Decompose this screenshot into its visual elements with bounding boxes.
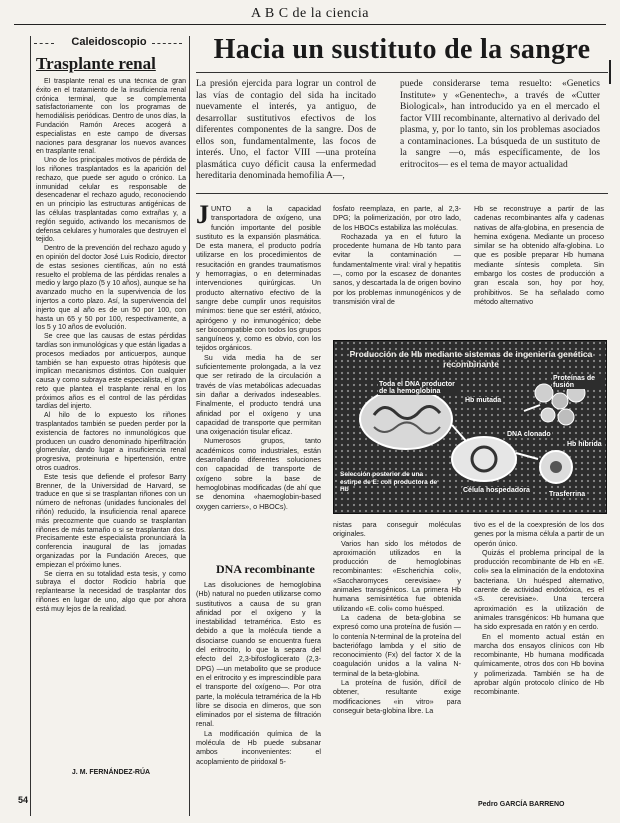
sidebar-paragraph: Se cierra en su totalidad esta tesis, y como subraya el doctor Rodicio habría que replantearse la necesidad de trasplantar dos riñones en lugar de uno, algo que por ahora está muy lejos de la realidad. — [36, 570, 186, 613]
illustration-label: Toda el DNA productor de la hemoglobina — [378, 381, 460, 395]
body-paragraph: tivo es el de la coexpresión de los dos genes por la misma célula a partir de un operón único. — [474, 520, 604, 548]
body-paragraph: La cadena de beta-globina se expresó como una proteína de fusión —lo contenía N-terminal de la proteína del bacteriófago lambda y el sitio de reconocimiento (Fx) del factor X de la coagulación unidos a la valina N-terminal de la beta-globina. — [333, 612, 461, 678]
body-paragraph-text: UNTO a la capacidad transportadora de oxígeno, una función importante del posible sustituto es la expansión plasmática. De esta manera, el producto podría utilizarse en los procedimientos de resucitación en grandes traumatismos y hemorragias, o en determinadas intervenciones quirúrgicas. Un producto alternativo efectivo de la sangre debe cumplir unos requisitos mínimos: tiene que ser estéril, atóxico, apirógeno y no inmunogénico; debe ser biocompatible con todos los grupos sanguíneos y, como es obvio, con los tejidos orgánicos. — [196, 204, 321, 353]
sidebar-author: J. M. FERNÁNDEZ-RÚA — [71, 769, 151, 776]
illustration-label: Hb híbrida — [567, 441, 602, 448]
sidebar-title: Trasplante renal — [36, 54, 156, 73]
body-column-2-bottom — [333, 520, 461, 812]
illustration-title: Producción de Hb mediante sistemas de ingeniería genética recombinante — [349, 349, 593, 369]
body-paragraph: Quizás el problema principal de la producción recombinante de Hb en «E. coli» sea la eliminación de la endotoxina bacteriana. Un huésped alternativo, carente de actividad endotóxica, es el «S. cerevisiae». Una tercera aproximación es la utilización de animales transgénicos: Hb humana que ha sido expresada en ratón y en cerdo. — [474, 547, 604, 632]
body-paragraph: La modificación química de la molécula de Hb puede subsanar ambos inconvenientes: el acoplamiento de piridoxal 5- — [196, 728, 321, 766]
sidebar-paragraph: El trasplante renal es una técnica de gran éxito en el tratamiento de la insuficiencia renal crónica terminal, que se complementa satisfactoriamente con los programas de hemodiálisis periódicas. Dentro de unos días, la Fundación Ramón Areces acogerá a especialistas en este campo de diversas naciones para desgranar los nuevos avances en trasplante renal. — [36, 78, 186, 156]
body-paragraph: En el momento actual están en marcha dos ensayos clínicos con Hb recombinante, Hb humana modificada químicamente, otros dos con Hb bovina y polimerizada. También se ha de aprobar algún protocolo clínico de Hb recombinante. — [474, 631, 604, 697]
body-paragraph: Su vida media ha de ser suficientemente prolongada, a la vez que ser retirado de la circulación a través de vías metabólicas adecuadas sin dañar a derivados indeseables. Finalmente, el producto tendrá una afinidad por el oxígeno y una capacidad de transporte que permitan una oxigenación tisular eficaz. — [196, 352, 321, 437]
margin-mark — [609, 60, 611, 84]
sidebar-paragraph: Se cree que las causas de estas pérdidas tardías son inmunológicas y que están ligadas a procesos mediados por anticuerpos, aunque también se han expuesto otras hipótesis que implican mecanismos distintos. Con cualquier causa y como subraya este especialista, el gran reto que plantea el trasplante renal en los próximos años es el control de las pérdidas tardías del injerto. — [36, 333, 186, 411]
sidebar-paragraph: Dentro de la prevención del rechazo agudo y en opinión del doctor José Luis Rodicio, director de estas sesiones científicas, aún no está resuelto el problema de las pérdidas renales a medio y largo plazo (5 y 10 años), aunque se ha avanzado mucho en la supervivencia de los injertos a corto plazo. Así, la supervivencia del injerto que al año es de un 50 por 100, con hasta un 65 y 50 por 100, respectivamente, a los 5 y 10 años de evolución. — [36, 245, 186, 332]
body-paragraph: nistas para conseguir moléculas originales. — [333, 520, 461, 539]
body-paragraph: Rochazada ya en el futuro la procedente humana de Hb tanto para evitar la contaminación —fundamentalmente viral: viral y hepatitis—, como por la escasez de donantes sanos, y descartada la de origen bovino por los problemas inmunogénicos y de transmisión viral de — [333, 231, 461, 306]
illustration-label: Célula hospedadora — [463, 487, 530, 494]
lead-column-2: puede considerarse tema resuelto: «Genetics Institute» y «Genentech», a través de «Cutter Biological», han introducido ya en el mercado el factor VIII recombinante, alternativo al derivado del plasma, y, por lo tanto, sin los problemas asociados a contaminaciones. La búsqueda de un sustituto de la sangre —o, más específicamente, de los eritrocitos— es el tema de mayor actualidad — [400, 79, 600, 170]
illustration — [333, 340, 607, 514]
illustration-label: Hb mutada — [465, 397, 502, 404]
illustration-label: DNA clonado — [507, 431, 551, 438]
article-title: Hacia un sustituto de la sangre — [213, 34, 591, 65]
illustration-label: Proteínas de fusión — [552, 375, 604, 389]
article-subhead: DNA recombinante — [216, 562, 315, 576]
body-paragraph: La proteína de fusión, difícil de obtener, resultante exige modificaciones «in vitro» para conseguir beta-globina libre. La — [333, 678, 461, 715]
body-paragraph — [196, 204, 321, 353]
illustration-caption: Selección posterior de una estirpe de E. coli productora de Hb — [340, 471, 438, 493]
body-column-1-bottom — [196, 580, 321, 812]
title-rule — [196, 72, 608, 73]
body-paragraph: Hb se reconstruye a partir de las cadenas recombinantes alfa y cadenas nativas de alfa-globina, en presencia de hemina exógena. Mediante un proceso similar se ha obtenido alfa-globina. Lo que es posible preparar Hb humana mediante síntesis completa. Sin embargo los costes de producción a gran escala son, hoy por hoy, prohibitivos. Se ha señalado como método alternativo — [474, 204, 604, 306]
page-number: 54 — [18, 795, 29, 805]
lead-rule — [196, 193, 608, 194]
body-paragraph: Las disoluciones de hemoglobina (Hb) natural no pueden utilizarse como sustitutivos a causa de su gran afinidad por el oxígeno y la inestabilidad tetramérica. Esto es debido a que la molécula tiende a disociarse cuando se encuentra fuera del eritrocito, lo que la separa del efecto del 2,3-bifosfoglicerato (2,3-DPG) —un metabolito que se produce en el eritrocito y es imprescindible para el transporte del oxígeno—. Por otra parte, la molécula tetramérica de la Hb libre se disocia en dímeros, que son eliminados por el sistema de filtración renal. — [196, 580, 321, 729]
illustration-label: Trasferrina — [549, 491, 586, 498]
section-header: A B C de la ciencia — [251, 6, 369, 21]
body-column-1-top — [196, 204, 321, 540]
sidebar-paragraph: Al hilo de lo expuesto los riñones trasplantados también se pueden perder por la existencia de factores no inmunológicos que producen un cuadro denominado hiperfiltración glomerular, dando lugar a insuficiencia renal progresiva, proteinuria e hipertensión, entre otros cuadros. — [36, 412, 186, 473]
article-author: Pedro GARCÍA BARRENO — [478, 801, 565, 808]
drop-cap: J — [196, 204, 209, 229]
hemoglobin-icon — [540, 451, 572, 483]
body-column-3-bottom — [474, 520, 604, 782]
body-column-2-top — [333, 204, 461, 340]
body-paragraph: Varios han sido los métodos de aproximación utilizados en la producción de hemoglobinas recombinantes: «Escherichia coli», «Saccharomyces cerevisiae» y animales transgénicos. La primera Hb humana semisintética fue obtenida utilizando «E. coli» como huésped. — [333, 538, 461, 613]
body-column-3-top — [474, 204, 604, 332]
lead-column-1: La presión ejercida para lograr un control de las vías de contagio del sida ha incitado nuevamente el interés, ya antiguo, de desarrollar sustitutivos efectivos de los diferentes componentes de la sangre. Dos de ellos son, fundamentalmente, las focos de interés. Uno, el factor VIII —una proteína plasmática cuyo déficit causa la enfermedad hereditaria denominada hemofilia A—, — [196, 79, 376, 181]
body-paragraph: fosfato reemplaza, en parte, al 2,3-DPG; la polimerización, por otro lado, de los HBOCs estabiliza las moléculas. — [333, 204, 461, 232]
plasmid-icon — [452, 437, 516, 481]
sidebar-kicker: Caleidoscopio — [71, 36, 147, 48]
body-paragraph: Numerosos grupos, tanto académicos como industriales, están desarrollando diferentes soluciones con capacidad de transporte de oxígeno sobre la base de hemoglobinas modificadas (de ahí que se denomina «haemoglobin-based oxygen carriers», o HBOCs). — [196, 436, 321, 511]
header-rule — [14, 24, 606, 25]
sidebar-paragraph: Uno de los principales motivos de pérdida de los riñones trasplantados es la aparición del rechazo, que puede ser agudo o crónico. La inmunidad celular es responsable de desencadenar el rechazo agudo, reconociendo en un principio las estructuras antigénicas de las células trasplantadas como extrañas y, a reglón seguido, activando los mecanismos de defensa celulares y humorales que destruyen el tejido. — [36, 157, 186, 244]
sidebar-body — [36, 78, 186, 753]
sidebar-paragraph: Este tesis que defiende el profesor Barry Brenner, de la Universidad de Harvard, se traduce en que si se trasplantan riñones con un número de nefronas (unidades funcionales del riñón) reducido, la insuficiencia renal aparece más precozmente que cuando se trasplantan riñones de más tamaño o si se trasplantan dos. Precisamente este especialista pronunciará la conferencia inaugural de las jornadas organizadas por la Fundación Areces, que empiezan el próximo lunes. — [36, 473, 186, 569]
